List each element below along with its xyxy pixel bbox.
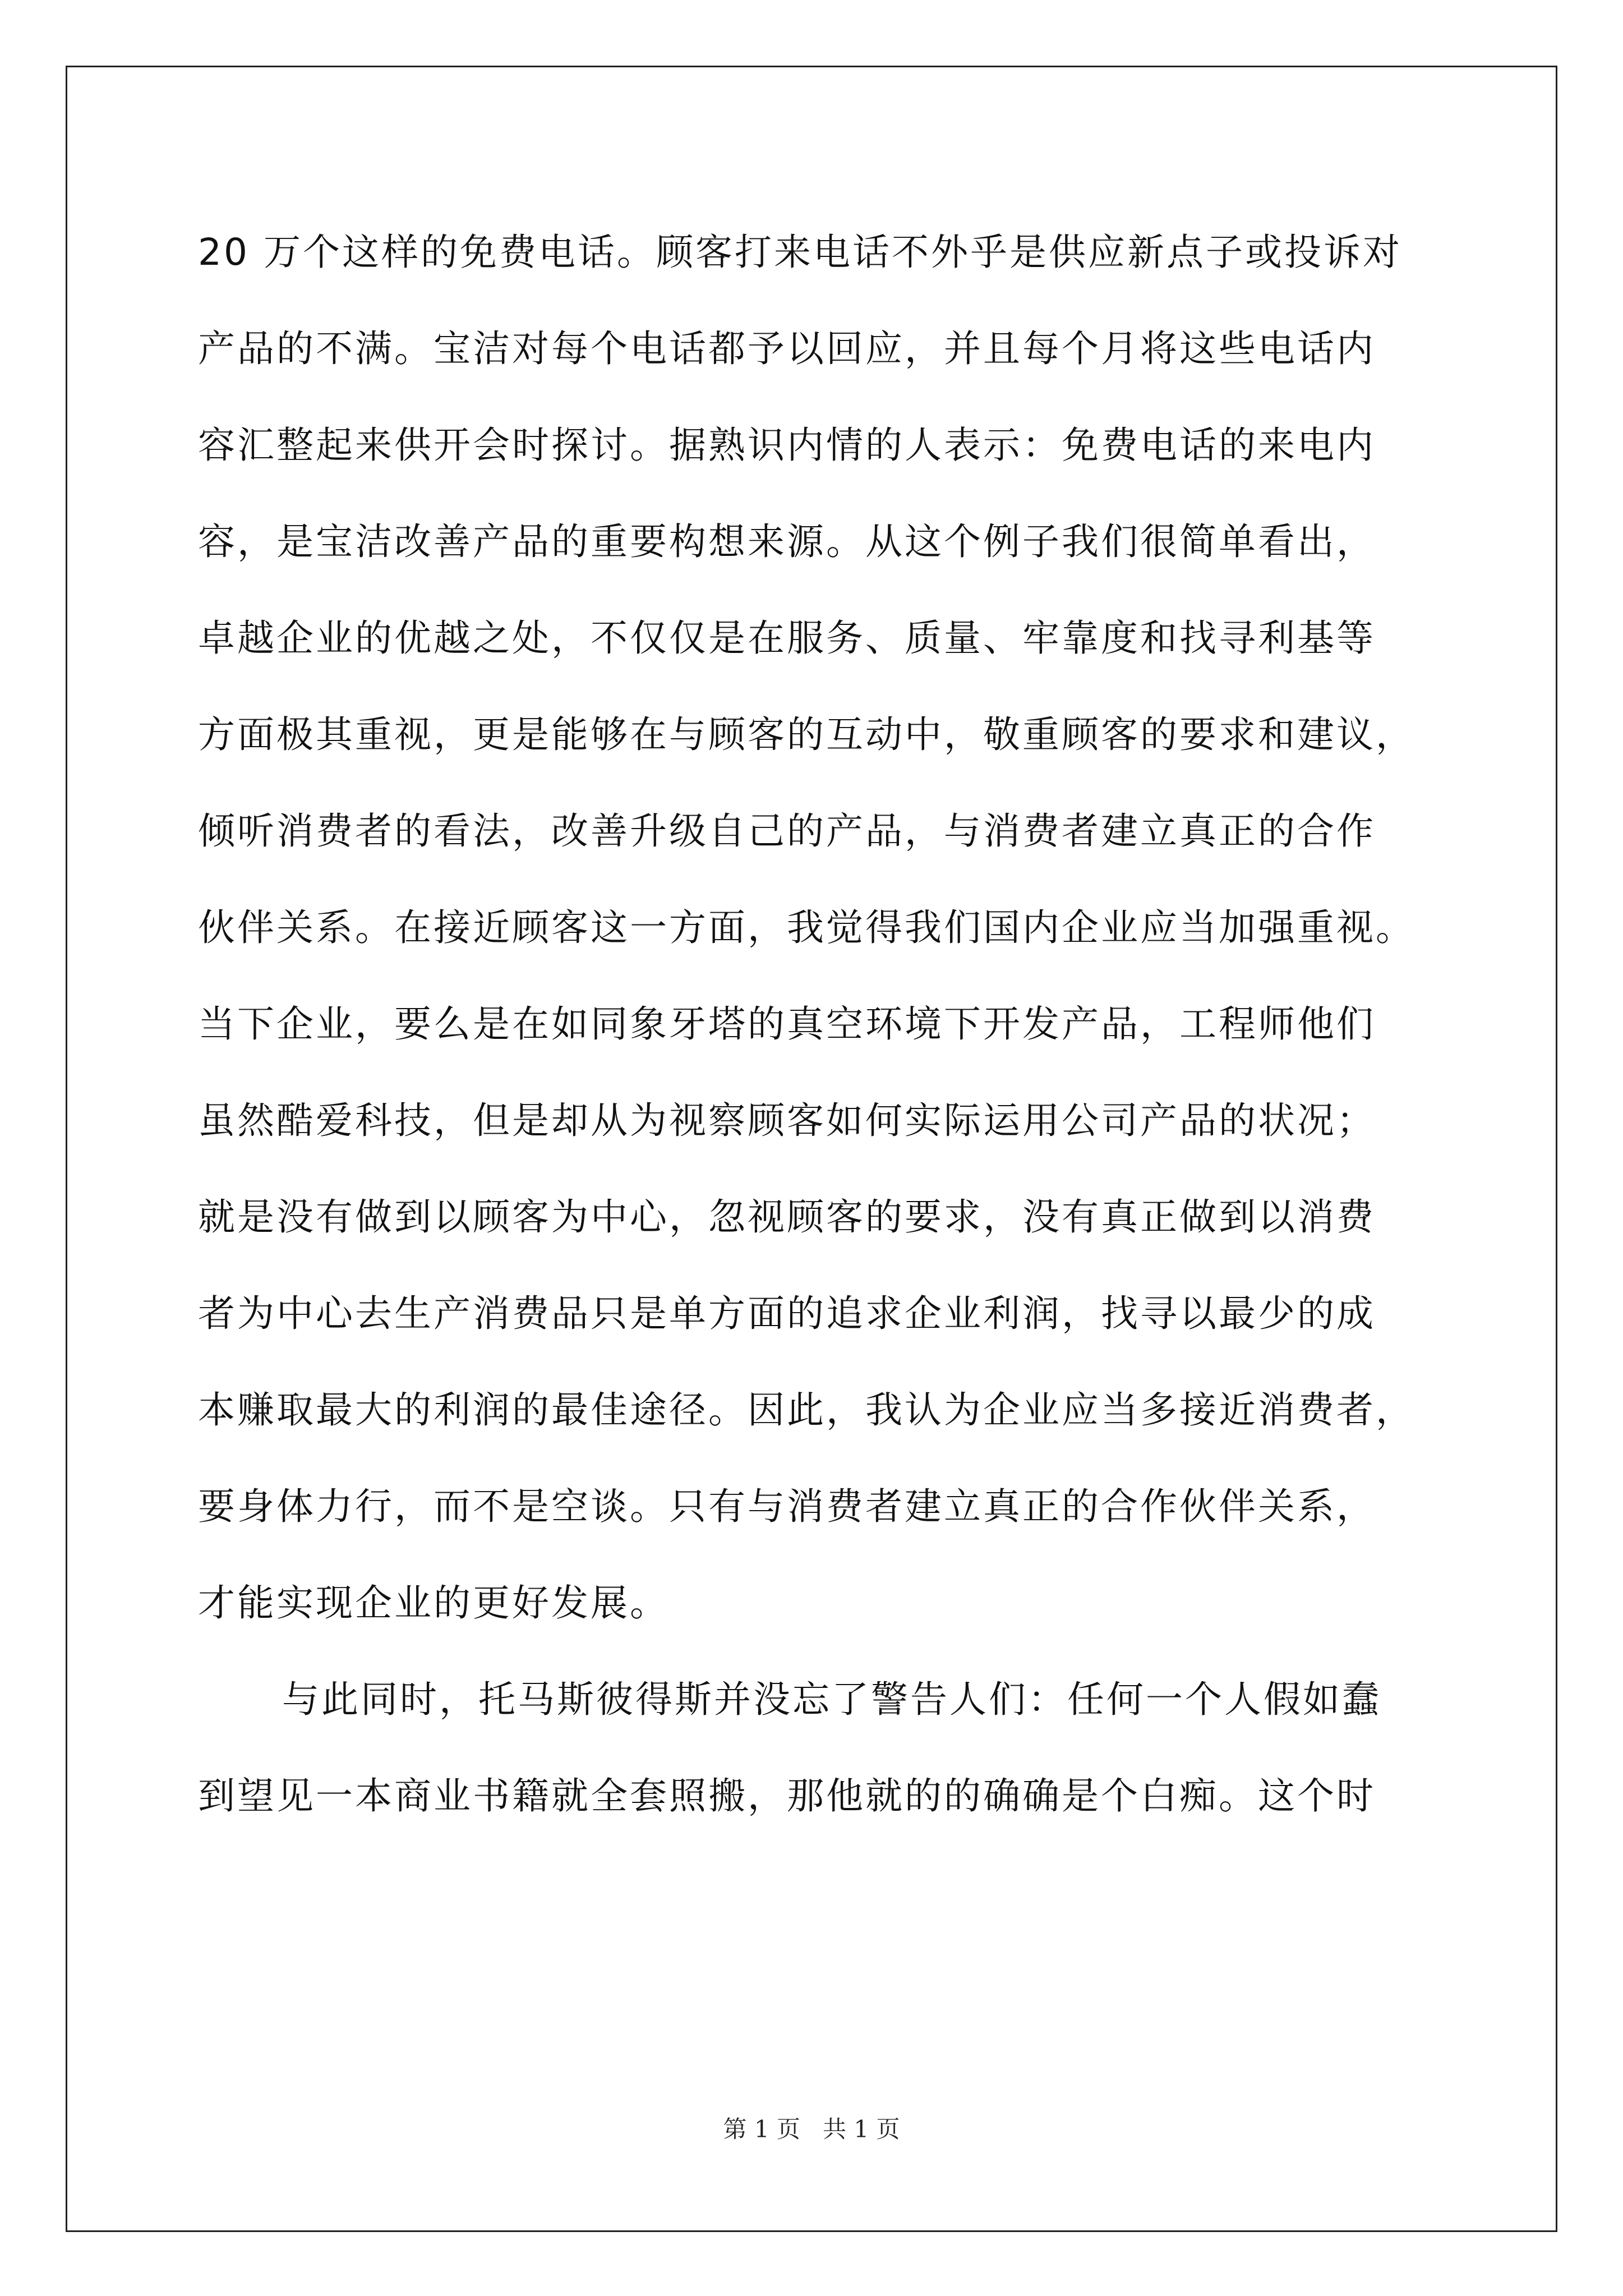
text-line: 卓越企业的优越之处，不仅仅是在服务、质量、牢靠度和找寻利基等 — [198, 616, 1376, 660]
text-line: 要身体力行，而不是空谈。只有与消费者建立真正的合作伙伴关系， — [198, 1485, 1376, 1528]
text-line: 20 万个这样的免费电话。顾客打来电话不外乎是供应新点子或投诉对 — [198, 231, 1402, 274]
text-line: 方面极其重视，更是能够在与顾客的互动中，敬重顾客的要求和建议， — [198, 713, 1415, 756]
text-line: 到望见一本商业书籍就全套照搬，那他就的的确确是个白痴。这个时 — [198, 1774, 1376, 1818]
text-line: 产品的不满。宝洁对每个电话都予以回应，并且每个月将这些电话内 — [198, 327, 1376, 370]
text-line: 与此同时，托马斯彼得斯并没忘了警告人们：任何一个人假如蠢 — [282, 1678, 1381, 1721]
text-line: 才能实现企业的更好发展。 — [198, 1581, 669, 1625]
text-line: 本赚取最大的利润的最佳途径。因此，我认为企业应当多接近消费者， — [198, 1388, 1415, 1432]
text-line: 者为中心去生产消费品只是单方面的追求企业利润，找寻以最少的成 — [198, 1292, 1376, 1335]
text-line: 伙伴关系。在接近顾客这一方面，我觉得我们国内企业应当加强重视。 — [198, 906, 1415, 949]
page-number-footer: 第 1 页 共 1 页 — [723, 2115, 900, 2143]
document-body — [198, 227, 1454, 1867]
text-line: 虽然酷爱科技，但是却从为视察顾客如何实际运用公司产品的状况； — [198, 1099, 1376, 1142]
text-line: 当下企业，要么是在如同象牙塔的真空环境下开发产品，工程师他们 — [198, 1002, 1376, 1046]
text-line: 倾听消费者的看法，改善升级自己的产品，与消费者建立真正的合作 — [198, 809, 1376, 853]
text-line: 就是没有做到以顾客为中心，忽视顾客的要求，没有真正做到以消费 — [198, 1195, 1376, 1239]
text-line: 容，是宝洁改善产品的重要构想来源。从这个例子我们很简单看出， — [198, 520, 1376, 563]
text-line: 容汇整起来供开会时探讨。据熟识内情的人表示：免费电话的来电内 — [198, 424, 1376, 467]
